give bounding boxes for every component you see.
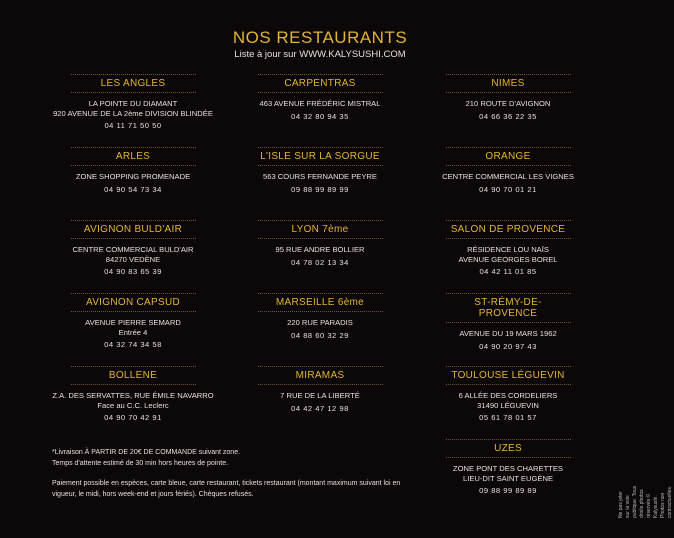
restaurant-name: LYON 7ème <box>258 220 383 239</box>
restaurant-name: MARSEILLE 6ème <box>258 293 383 312</box>
restaurant-address: ZONE SHOPPING PROMENADE <box>75 172 191 181</box>
page-title: NOS RESTAURANTS <box>232 28 408 47</box>
restaurant-name: ARLES <box>71 147 196 166</box>
restaurant-card <box>225 74 415 147</box>
restaurant-card <box>38 366 228 439</box>
restaurant-card <box>225 147 415 220</box>
restaurant-name: TOULOUSE LÉGUEVIN <box>446 366 571 385</box>
restaurant-name: LES ANGLES <box>71 74 196 93</box>
restaurant-phone: 04 42 11 01 85 <box>479 267 537 276</box>
restaurant-name: MIRAMAS <box>258 366 383 385</box>
restaurant-name: L'ISLE SUR LA SORGUE <box>258 147 383 166</box>
restaurant-card <box>225 293 415 366</box>
restaurant-address: 7 RUE DE LA LIBERTÉ <box>280 391 360 400</box>
restaurant-card <box>38 293 228 366</box>
restaurant-name: ORANGE <box>446 147 571 166</box>
payment-note: Paiement possible en espèces, carte bleue, carte restaurant, tickets restaurant (montant maximum suivant loi en vigueur, le midi, hors week-end et jours fériés). Chèques refusés. <box>52 480 401 498</box>
restaurant-name: CARPENTRAS <box>258 74 383 93</box>
restaurant-address: Z.A. DES SERVATTES, RUE ÉMILE NAVARRO Face au C.C. Leclerc <box>52 391 214 410</box>
legal-notice: Ne pas jeter sur la voie publique. Tous droits photos réservés © Kalysushi. Photos non contractuelles. <box>618 485 673 518</box>
restaurant-phone: 04 66 36 22 35 <box>479 111 537 121</box>
restaurant-card <box>225 366 415 439</box>
restaurant-address: 210 ROUTE D'AVIGNON <box>465 99 551 108</box>
restaurant-name: BOLLENE <box>71 366 196 385</box>
restaurant-address: 463 AVENUE FRÉDÉRIC MISTRAL <box>259 99 381 108</box>
restaurant-name: ST-RÉMY-DE-PROVENCE <box>446 293 571 323</box>
restaurant-card <box>225 220 415 293</box>
restaurant-address: 563 COURS FERNANDE PEYRE <box>263 172 377 181</box>
restaurant-card <box>413 220 603 293</box>
restaurant-card <box>38 74 228 147</box>
restaurant-card <box>38 147 228 220</box>
restaurant-phone: 04 90 20 97 43 <box>479 341 537 351</box>
restaurant-name: SALON DE PROVENCE <box>446 220 571 239</box>
restaurant-address: AVENUE DU 19 MARS 1962 <box>459 329 557 338</box>
restaurant-phone: 04 78 02 13 34 <box>291 257 349 267</box>
restaurant-phone: 04 11 71 50 50 <box>104 121 162 130</box>
restaurant-address: 6 ALLÉE DES CORDELIERS 31490 LÉGUEVIN <box>458 391 558 410</box>
restaurant-phone: 04 90 83 65 39 <box>104 267 162 276</box>
restaurant-phone: 04 90 54 73 34 <box>104 184 162 194</box>
restaurant-phone: 05 61 78 01 57 <box>479 413 537 422</box>
restaurant-address: ZONE PONT DES CHARETTES LIEU-DIT SAINT EUGÈNE <box>453 464 563 483</box>
restaurant-address: 95 RUE ANDRE BOLLIER <box>275 245 365 254</box>
restaurant-card <box>413 293 603 366</box>
restaurant-card <box>413 147 603 220</box>
restaurant-card <box>413 439 603 512</box>
restaurant-name: UZES <box>446 439 571 458</box>
restaurant-name: NIMES <box>446 74 571 93</box>
delivery-note: *Livraison À PARTIR DE 20€ DE COMMANDE suivant zone. Temps d'attente estimé de 30 min hors heures de pointe. <box>52 449 241 467</box>
restaurant-phone: 04 88 60 32 29 <box>291 330 349 340</box>
restaurant-column-1 <box>38 74 228 439</box>
restaurant-phone: 04 42 47 12 98 <box>291 403 349 413</box>
restaurant-phone: 04 90 70 42 91 <box>104 413 162 422</box>
restaurant-column-2 <box>225 74 415 439</box>
restaurant-address: RÉSIDENCE LOU NAÏS AVENUE GEORGES BOREL <box>458 245 558 264</box>
restaurant-column-3 <box>413 74 603 512</box>
restaurant-address: 220 RUE PARADIS <box>287 318 353 327</box>
restaurant-name: AVIGNON CAPSUD <box>71 293 196 312</box>
restaurant-phone: 04 90 70 01 21 <box>479 184 537 194</box>
restaurant-phone: 04 32 80 94 35 <box>291 111 349 121</box>
restaurant-address: CENTRE COMMERCIAL BULD'AIR 84270 VEDÈNE <box>72 245 194 264</box>
restaurant-address: CENTRE COMMERCIAL LES VIGNES <box>442 172 574 181</box>
restaurant-phone: 04 32 74 34 58 <box>104 340 162 349</box>
restaurant-card <box>38 220 228 293</box>
website-subtitle: Liste à jour sur WWW.KALYSUSHI.COM <box>234 49 406 60</box>
restaurant-card <box>413 74 603 147</box>
restaurant-card <box>413 366 603 439</box>
footer-notes <box>52 448 412 510</box>
restaurant-phone: 09 88 99 89 99 <box>291 184 349 194</box>
restaurant-phone: 09 88 99 89 89 <box>479 486 537 495</box>
restaurant-name: AVIGNON BULD'AIR <box>71 220 196 239</box>
restaurant-address: LA POINTE DU DIAMANT 920 AVENUE DE LA 2ème DIVISION BLINDÉE <box>53 99 213 118</box>
restaurant-address: AVENUE PIERRE SEMARD Entrée 4 <box>85 318 181 337</box>
